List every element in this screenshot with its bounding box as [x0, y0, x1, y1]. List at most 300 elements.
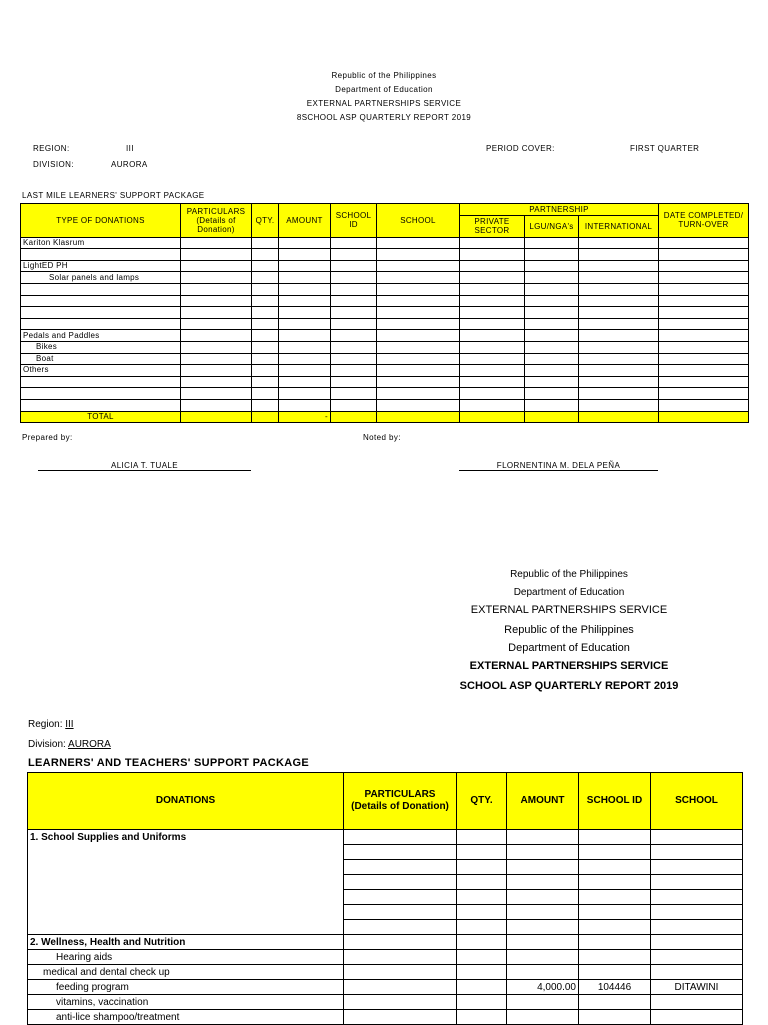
table-cell: [279, 249, 331, 261]
table-cell: [651, 935, 743, 950]
r1-prepared-label: Prepared by:: [22, 433, 73, 442]
table-cell: [377, 237, 460, 249]
table-cell: [279, 365, 331, 377]
table-cell: [344, 950, 457, 965]
table-cell: [279, 318, 331, 330]
r1-col-particulars: PARTICULARS (Details of Donation): [181, 204, 252, 238]
r2-col-school-id: SCHOOL ID: [579, 773, 651, 830]
r2-header-line-6: EXTERNAL PARTNERSHIPS SERVICE: [469, 660, 669, 672]
table-row: [21, 341, 749, 353]
table-row: [21, 376, 749, 388]
table-row: [21, 272, 749, 284]
r1-total-label: TOTAL: [21, 411, 181, 423]
row-label: 1. School Supplies and Uniforms: [28, 830, 344, 845]
table-cell: [579, 860, 651, 875]
r2-header-line-2: Department of Education: [513, 587, 625, 598]
table-cell: [651, 965, 743, 980]
table-cell: [579, 890, 651, 905]
table-cell: [344, 920, 457, 935]
table-cell: [279, 272, 331, 284]
row-label: medical and dental check up: [28, 965, 344, 980]
r2-header-line-4: Republic of the Philippines: [504, 624, 634, 636]
table-cell: [377, 376, 460, 388]
table-cell: [460, 353, 525, 365]
table-row: [21, 399, 749, 411]
r1-col-partnership: PARTNERSHIP: [460, 204, 659, 216]
table-cell: [457, 905, 507, 920]
table-cell: [181, 283, 252, 295]
table-cell: [651, 950, 743, 965]
table-cell: [525, 307, 579, 319]
table-cell: [579, 260, 659, 272]
r2-col-qty: QTY.: [457, 773, 507, 830]
table-cell: [507, 995, 579, 1010]
table-cell: [460, 376, 525, 388]
table-cell: [460, 260, 525, 272]
table-cell: [507, 860, 579, 875]
table-cell: [252, 295, 279, 307]
table-cell: [377, 388, 460, 400]
row-label: 2. Wellness, Health and Nutrition: [28, 935, 344, 950]
table-cell: [377, 318, 460, 330]
row-label: [21, 283, 181, 295]
table-cell: [377, 365, 460, 377]
table-cell: [579, 307, 659, 319]
table-cell: [279, 307, 331, 319]
table-cell: [331, 330, 377, 342]
table-cell: [344, 890, 457, 905]
r2-col-school: SCHOOL: [651, 773, 743, 830]
table-cell: [252, 249, 279, 261]
table-cell: [579, 388, 659, 400]
row-label: [28, 845, 344, 860]
table-cell: [377, 341, 460, 353]
table-cell: [252, 318, 279, 330]
row-label: [21, 399, 181, 411]
r2-division: [28, 739, 111, 750]
table-cell: [377, 295, 460, 307]
table-cell: [525, 341, 579, 353]
table-cell: [252, 260, 279, 272]
table-row: [21, 249, 749, 261]
table-cell: [279, 295, 331, 307]
table-cell: 4,000.00: [507, 980, 579, 995]
row-label: [21, 376, 181, 388]
table-cell: [457, 980, 507, 995]
table-cell: [331, 283, 377, 295]
row-label: [28, 905, 344, 920]
table-cell: [659, 353, 749, 365]
table-cell: [525, 260, 579, 272]
r1-total-amount: -: [279, 411, 331, 423]
table-cell: [525, 388, 579, 400]
table-cell: [659, 272, 749, 284]
table-row: [28, 995, 743, 1010]
table-cell: [344, 1010, 457, 1025]
table-row: [28, 920, 743, 935]
table-cell: [579, 935, 651, 950]
r1-period-value: FIRST QUARTER: [630, 144, 700, 153]
row-label: feeding program: [28, 980, 344, 995]
table-cell: [507, 905, 579, 920]
table-cell: [279, 376, 331, 388]
table-row: [21, 353, 749, 365]
row-label: Others: [21, 365, 181, 377]
table-row: [28, 875, 743, 890]
table-cell: [252, 330, 279, 342]
r2-header-line-7: SCHOOL ASP QUARTERLY REPORT 2019: [459, 680, 679, 692]
r1-header-line-4: 8SCHOOL ASP QUARTERLY REPORT 2019: [296, 113, 472, 122]
table-cell: [457, 995, 507, 1010]
row-label: [21, 295, 181, 307]
table-cell: [181, 237, 252, 249]
table-cell: [252, 307, 279, 319]
table-cell: [331, 307, 377, 319]
table-cell: [460, 249, 525, 261]
table-cell: [460, 399, 525, 411]
r2-region-label: Region:: [28, 719, 63, 730]
table-row: [21, 330, 749, 342]
table-cell: [344, 935, 457, 950]
table-cell: [377, 307, 460, 319]
r1-header-line-3: EXTERNAL PARTNERSHIPS SERVICE: [306, 99, 462, 108]
table-cell: [579, 249, 659, 261]
table-cell: [279, 353, 331, 365]
table-cell: [331, 295, 377, 307]
table-cell: [252, 341, 279, 353]
table-cell: [377, 249, 460, 261]
table-cell: [460, 365, 525, 377]
table-row: [28, 905, 743, 920]
table-cell: 104446: [579, 980, 651, 995]
table-cell: [659, 307, 749, 319]
table-cell: [344, 980, 457, 995]
table-row: [21, 365, 749, 377]
table-cell: [579, 376, 659, 388]
table-cell: [507, 1010, 579, 1025]
table-cell: [181, 365, 252, 377]
table-cell: [279, 260, 331, 272]
table-row: [28, 890, 743, 905]
table-cell: [525, 283, 579, 295]
table-cell: [579, 399, 659, 411]
table-cell: [331, 365, 377, 377]
r2-region: [28, 719, 74, 730]
r1-header-line-1: Republic of the Philippines: [331, 71, 437, 80]
r2-donations-table: [27, 772, 743, 1025]
table-cell: [457, 875, 507, 890]
table-cell: [252, 365, 279, 377]
table-cell: [279, 388, 331, 400]
table-cell: [525, 330, 579, 342]
table-cell: [331, 237, 377, 249]
table-cell: [331, 376, 377, 388]
table-cell: [252, 272, 279, 284]
table-cell: [507, 830, 579, 845]
r1-donations-table: [20, 203, 749, 423]
row-label: anti-lice shampoo/treatment: [28, 1010, 344, 1025]
table-cell: [252, 237, 279, 249]
r2-header-line-1: Republic of the Philippines: [510, 569, 628, 580]
table-cell: [457, 890, 507, 905]
row-label: Pedals and Paddles: [21, 330, 181, 342]
r2-division-label: Division:: [28, 739, 66, 750]
r1-col-amount: AMOUNT: [279, 204, 331, 238]
table-cell: [659, 237, 749, 249]
table-cell: [579, 950, 651, 965]
r1-period-label: PERIOD COVER:: [486, 144, 555, 153]
table-cell: [344, 860, 457, 875]
table-cell: [659, 318, 749, 330]
table-cell: [181, 260, 252, 272]
table-cell: [579, 845, 651, 860]
table-cell: [579, 353, 659, 365]
table-cell: [460, 318, 525, 330]
table-cell: [252, 399, 279, 411]
table-cell: [460, 307, 525, 319]
table-cell: [507, 890, 579, 905]
r1-noted-label: Noted by:: [363, 433, 401, 442]
table-cell: [344, 905, 457, 920]
table-cell: [460, 283, 525, 295]
table-cell: [457, 845, 507, 860]
table-cell: [659, 341, 749, 353]
table-cell: [181, 295, 252, 307]
table-cell: [331, 272, 377, 284]
table-cell: [651, 860, 743, 875]
table-cell: [457, 965, 507, 980]
table-cell: [579, 330, 659, 342]
table-cell: DITAWINI: [651, 980, 743, 995]
table-cell: [279, 399, 331, 411]
table-cell: [659, 295, 749, 307]
table-cell: [181, 272, 252, 284]
table-cell: [252, 283, 279, 295]
table-cell: [279, 341, 331, 353]
table-cell: [460, 272, 525, 284]
table-cell: [181, 399, 252, 411]
table-cell: [344, 995, 457, 1010]
table-row: [21, 283, 749, 295]
table-cell: [507, 950, 579, 965]
table-cell: [181, 388, 252, 400]
r1-col-lgu: LGU/NGA's: [525, 215, 579, 237]
table-cell: [252, 388, 279, 400]
r1-total-row: [21, 411, 749, 423]
row-label: LightED PH: [21, 260, 181, 272]
table-cell: [579, 365, 659, 377]
table-cell: [181, 330, 252, 342]
r1-col-school-id: SCHOOL ID: [331, 204, 377, 238]
table-cell: [579, 875, 651, 890]
table-cell: [457, 950, 507, 965]
table-cell: [457, 1010, 507, 1025]
table-cell: [279, 283, 331, 295]
table-cell: [331, 318, 377, 330]
table-cell: [525, 376, 579, 388]
table-cell: [460, 388, 525, 400]
table-cell: [579, 283, 659, 295]
table-row: [28, 830, 743, 845]
row-label: [28, 860, 344, 875]
table-cell: [377, 260, 460, 272]
table-cell: [579, 341, 659, 353]
table-cell: [579, 1010, 651, 1025]
table-cell: [651, 1010, 743, 1025]
table-cell: [507, 920, 579, 935]
table-cell: [651, 830, 743, 845]
r1-col-international: INTERNATIONAL: [579, 215, 659, 237]
r2-header-line-3: EXTERNAL PARTNERSHIPS SERVICE: [470, 604, 668, 616]
table-row: [21, 307, 749, 319]
table-row: [28, 860, 743, 875]
table-cell: [181, 341, 252, 353]
table-cell: [331, 249, 377, 261]
table-cell: [331, 353, 377, 365]
r1-noted-name: FLORNENTINA M. DELA PEÑA: [459, 461, 658, 471]
row-label: Boat: [21, 353, 181, 365]
table-cell: [579, 965, 651, 980]
table-cell: [651, 995, 743, 1010]
row-label: [21, 388, 181, 400]
table-cell: [507, 935, 579, 950]
r1-col-school: SCHOOL: [377, 204, 460, 238]
table-cell: [525, 249, 579, 261]
table-cell: [252, 353, 279, 365]
r2-section-title: LEARNERS' AND TEACHERS' SUPPORT PACKAGE: [28, 757, 309, 769]
table-cell: [344, 845, 457, 860]
table-cell: [651, 905, 743, 920]
row-label: [21, 249, 181, 261]
table-cell: [460, 295, 525, 307]
table-cell: [460, 330, 525, 342]
table-row: [21, 295, 749, 307]
row-label: [28, 920, 344, 935]
table-cell: [579, 830, 651, 845]
table-cell: [659, 399, 749, 411]
table-cell: [659, 260, 749, 272]
table-cell: [252, 376, 279, 388]
table-cell: [525, 237, 579, 249]
table-cell: [651, 890, 743, 905]
r2-col-amount: AMOUNT: [507, 773, 579, 830]
table-row: [21, 388, 749, 400]
table-row: [21, 237, 749, 249]
r2-header-line-5: Department of Education: [508, 642, 630, 654]
table-cell: [579, 905, 651, 920]
table-cell: [331, 388, 377, 400]
table-cell: [344, 830, 457, 845]
table-cell: [659, 365, 749, 377]
table-cell: [525, 353, 579, 365]
table-cell: [457, 830, 507, 845]
table-cell: [651, 845, 743, 860]
r2-col-donations: DONATIONS: [28, 773, 344, 830]
table-cell: [457, 860, 507, 875]
table-row: [28, 935, 743, 950]
r1-header-line-2: Department of Education: [335, 85, 433, 94]
row-label: Hearing aids: [28, 950, 344, 965]
table-row: [28, 980, 743, 995]
table-cell: [457, 935, 507, 950]
table-cell: [460, 237, 525, 249]
table-cell: [460, 341, 525, 353]
table-cell: [651, 920, 743, 935]
r1-region-label: REGION:: [33, 144, 70, 153]
table-cell: [579, 295, 659, 307]
table-cell: [377, 272, 460, 284]
r1-region-value: III: [126, 144, 134, 153]
table-cell: [377, 399, 460, 411]
table-cell: [579, 272, 659, 284]
table-cell: [181, 353, 252, 365]
table-cell: [507, 845, 579, 860]
table-cell: [377, 283, 460, 295]
table-row: [28, 965, 743, 980]
table-cell: [279, 237, 331, 249]
table-cell: [651, 875, 743, 890]
table-cell: [579, 237, 659, 249]
row-label: [21, 307, 181, 319]
row-label: vitamins, vaccination: [28, 995, 344, 1010]
r2-division-value: AURORA: [68, 739, 111, 750]
table-cell: [525, 318, 579, 330]
table-cell: [331, 399, 377, 411]
r1-col-type: TYPE OF DONATIONS: [21, 204, 181, 238]
table-cell: [579, 920, 651, 935]
r1-division-label: DIVISION:: [33, 160, 74, 169]
table-cell: [525, 399, 579, 411]
r1-col-qty: QTY.: [252, 204, 279, 238]
row-label: [21, 318, 181, 330]
table-cell: [579, 995, 651, 1010]
table-cell: [331, 260, 377, 272]
table-cell: [525, 272, 579, 284]
table-cell: [659, 330, 749, 342]
r1-section-title: LAST MILE LEARNERS' SUPPORT PACKAGE: [22, 191, 205, 200]
table-cell: [344, 965, 457, 980]
table-row: [21, 318, 749, 330]
row-label: Kariton Klasrum: [21, 237, 181, 249]
r2-col-particulars: PARTICULARS (Details of Donation): [344, 773, 457, 830]
table-cell: [525, 295, 579, 307]
r2-region-value: III: [65, 719, 74, 730]
table-cell: [344, 875, 457, 890]
table-cell: [377, 353, 460, 365]
table-row: [28, 845, 743, 860]
r1-division-value: AURORA: [111, 160, 148, 169]
r1-prepared-name: ALICIA T. TUALE: [38, 461, 251, 471]
row-label: Bikes: [21, 341, 181, 353]
table-cell: [507, 875, 579, 890]
row-label: [28, 875, 344, 890]
table-cell: [457, 920, 507, 935]
table-row: [28, 950, 743, 965]
table-cell: [659, 249, 749, 261]
table-cell: [181, 249, 252, 261]
row-label: [28, 890, 344, 905]
table-cell: [659, 283, 749, 295]
table-cell: [181, 307, 252, 319]
table-cell: [507, 965, 579, 980]
table-cell: [579, 318, 659, 330]
table-row: [21, 260, 749, 272]
table-cell: [525, 365, 579, 377]
table-cell: [279, 330, 331, 342]
table-cell: [331, 341, 377, 353]
table-cell: [659, 376, 749, 388]
r1-col-private: PRIVATE SECTOR: [460, 215, 525, 237]
